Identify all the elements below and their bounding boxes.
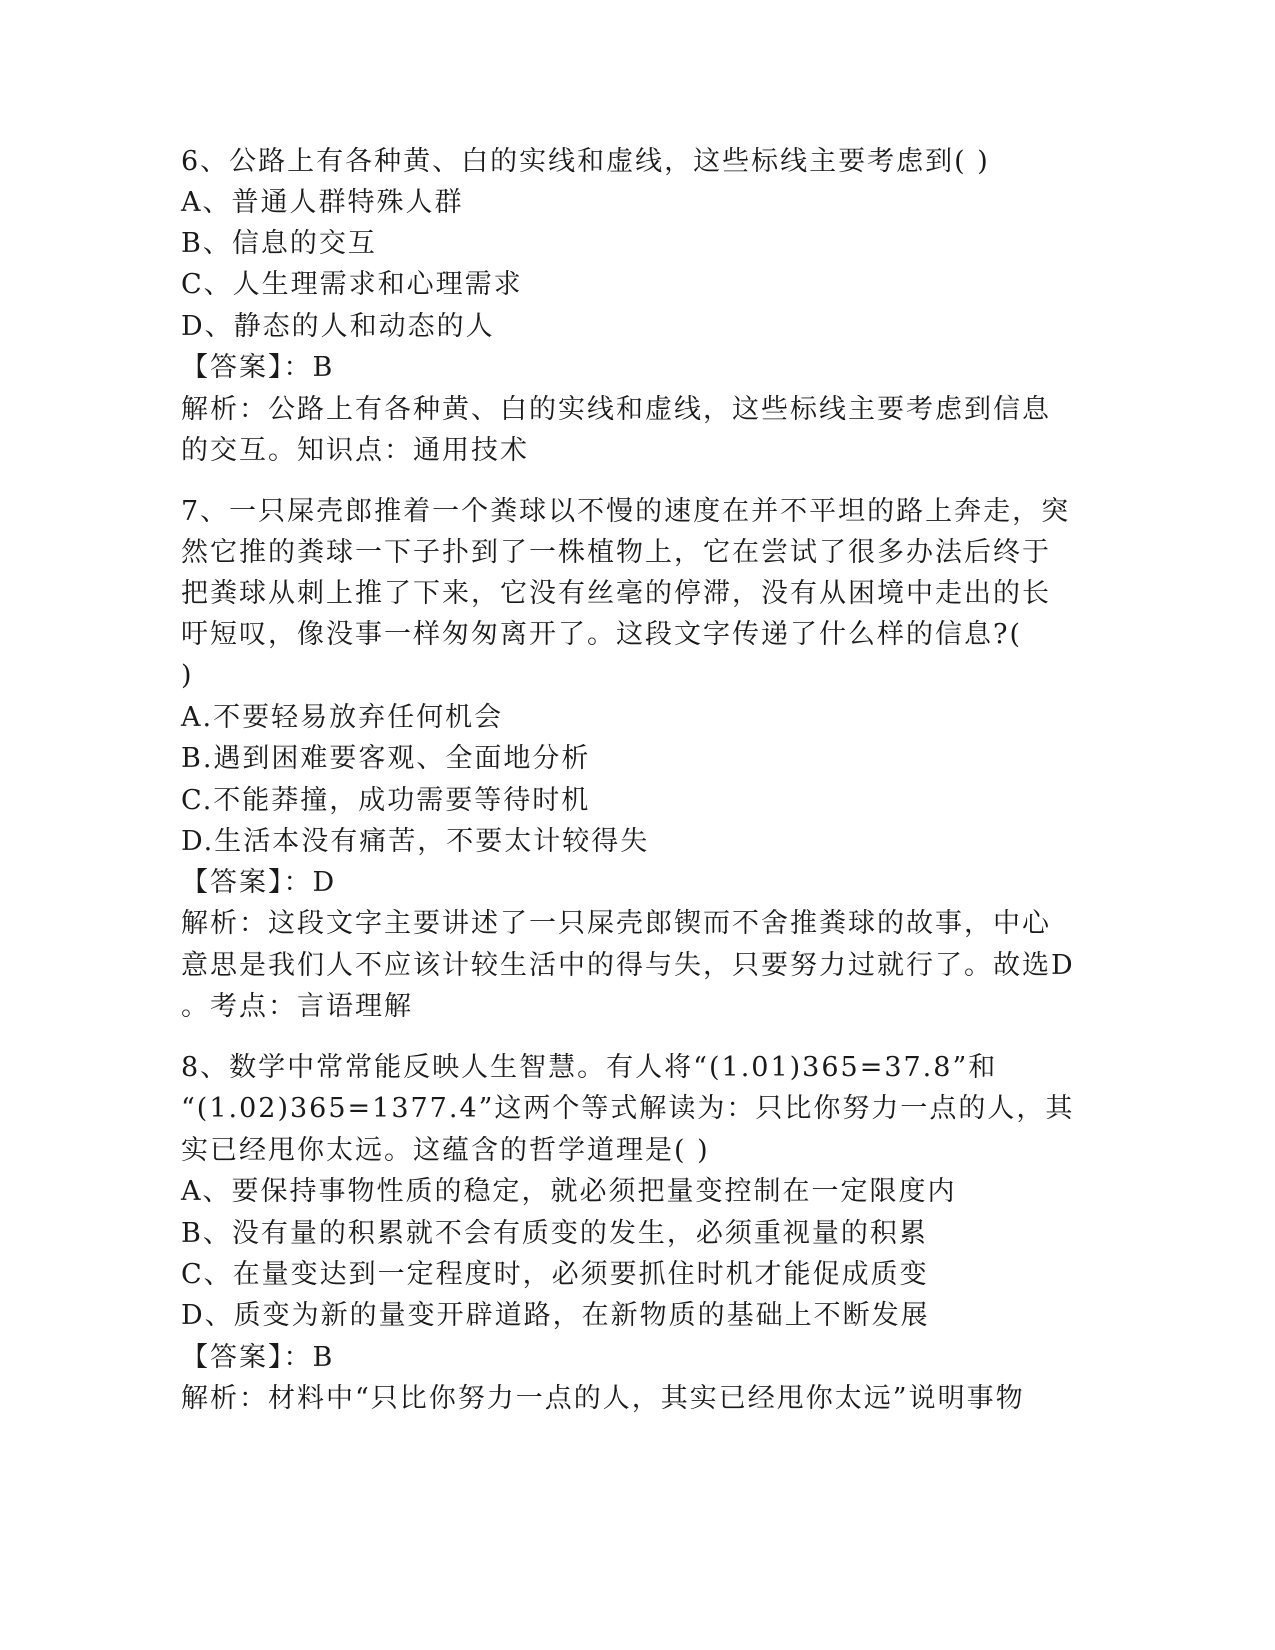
question-stem: 然它推的粪球一下子扑到了一株植物上，它在尝试了很多办法后终于 xyxy=(181,537,1051,568)
option-c: C.不能莽撞，成功需要等待时机 xyxy=(181,785,591,816)
analysis-line: 。考点：言语理解 xyxy=(181,991,413,1022)
option-d: D.生活本没有痛苦，不要太计较得失 xyxy=(181,826,650,857)
analysis-line: 意思是我们人不应该计较生活中的得与失，只要努力过就行了。故选D xyxy=(181,950,1075,981)
question-stem: “(1.02)365=1377.4”这两个等式解读为：只比你努力一点的人，其 xyxy=(181,1093,1075,1124)
question-stem: 7、一只屎壳郎推着一个粪球以不慢的速度在并不平坦的路上奔走，突 xyxy=(181,496,1071,527)
analysis-line: 解析：公路上有各种黄、白的实线和虚线，这些标线主要考虑到信息 xyxy=(181,394,1051,425)
option-d: D、质变为新的量变开辟道路，在新物质的基础上不断发展 xyxy=(181,1300,930,1331)
option-b: B、信息的交互 xyxy=(181,228,377,259)
question-stem: 把粪球从刺上推了下来，它没有丝毫的停滞，没有从困境中走出的长 xyxy=(181,578,1051,609)
option-c: C、人生理需求和心理需求 xyxy=(181,269,523,300)
analysis-line: 解析：材料中“只比你努力一点的人，其实已经甩你太远”说明事物 xyxy=(181,1383,1025,1414)
answer-line: 【答案】：D xyxy=(181,867,337,898)
option-a: A、普通人群特殊人群 xyxy=(181,187,464,218)
analysis-line: 的交互。知识点：通用技术 xyxy=(181,435,529,466)
option-a: A.不要轻易放弃任何机会 xyxy=(181,702,504,733)
question-stem: 实已经甩你太远。这蕴含的哲学道理是( ) xyxy=(181,1135,710,1166)
answer-line: 【答案】：B xyxy=(181,352,335,383)
question-stem: ) xyxy=(181,660,194,691)
question-stem: 8、数学中常常能反映人生智慧。有人将“(1.01)365=37.8”和 xyxy=(181,1052,998,1083)
option-b: B.遇到困难要客观、全面地分析 xyxy=(181,743,591,774)
option-b: B、没有量的积累就不会有质变的发生，必须重视量的积累 xyxy=(181,1218,928,1249)
question-stem: 吁短叹，像没事一样匆匆离开了。这段文字传递了什么样的信息?( xyxy=(181,619,1023,650)
question-stem: 6、公路上有各种黄、白的实线和虚线，这些标线主要考虑到( ) xyxy=(181,146,990,177)
analysis-line: 解析：这段文字主要讲述了一只屎壳郎锲而不舍推粪球的故事，中心 xyxy=(181,908,1051,939)
option-d: D、静态的人和动态的人 xyxy=(181,311,495,342)
option-c: C、在量变达到一定程度时，必须要抓住时机才能促成质变 xyxy=(181,1259,929,1290)
answer-line: 【答案】：B xyxy=(181,1342,335,1373)
option-a: A、要保持事物性质的稳定，就必须把量变控制在一定限度内 xyxy=(181,1176,957,1207)
